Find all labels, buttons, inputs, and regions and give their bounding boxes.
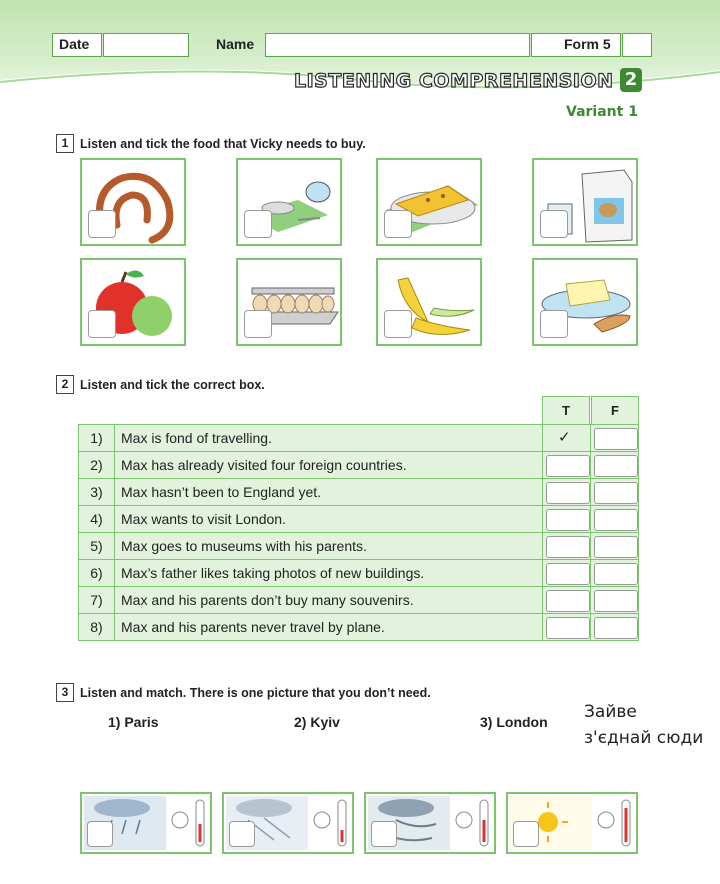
table-row [79, 452, 639, 479]
true-cell[interactable] [543, 479, 591, 506]
section2-number: 2 [56, 375, 74, 394]
statement-text: Max is fond of travelling. [115, 425, 543, 452]
form-field[interactable] [622, 33, 652, 57]
handwritten-note-line2: з'єднай сюди [584, 728, 704, 748]
answer-checkbox[interactable] [594, 509, 638, 531]
answer-checkbox[interactable] [546, 536, 590, 558]
statement-text: Max goes to museums with his parents. [115, 533, 543, 560]
tick-box[interactable] [88, 310, 116, 338]
weather-picture-snow[interactable] [222, 792, 354, 854]
date-label: Date [59, 36, 90, 52]
apples-picture[interactable] [80, 258, 186, 346]
true-cell[interactable] [543, 506, 591, 533]
true-cell[interactable] [543, 560, 591, 587]
answer-checkbox[interactable] [594, 428, 638, 450]
statement-text: Max hasn’t been to England yet. [115, 479, 543, 506]
weather-picture-rain[interactable] [80, 792, 212, 854]
weather-picture-sunny[interactable] [506, 792, 638, 854]
tick-box[interactable] [384, 210, 412, 238]
false-cell[interactable] [591, 587, 639, 614]
true-cell[interactable] [543, 425, 591, 452]
true-cell[interactable] [543, 452, 591, 479]
page-title: LISTENING COMPREHENSION [294, 70, 614, 92]
true-cell[interactable] [543, 533, 591, 560]
row-number: 2) [79, 452, 115, 479]
false-cell[interactable] [591, 614, 639, 641]
table-row [79, 587, 639, 614]
row-number: 1) [79, 425, 115, 452]
table-row [79, 425, 639, 452]
date-field[interactable] [103, 33, 189, 57]
statement-text: Max’s father likes taking photos of new buildings. [115, 560, 543, 587]
table-row [79, 560, 639, 587]
false-cell[interactable] [591, 506, 639, 533]
tick-box[interactable] [513, 821, 539, 847]
row-number: 5) [79, 533, 115, 560]
true-false-table [78, 424, 639, 641]
answer-checkbox[interactable] [594, 482, 638, 504]
answer-checkbox[interactable] [546, 590, 590, 612]
row-number: 7) [79, 587, 115, 614]
answer-checkbox[interactable] [546, 563, 590, 585]
tick-box[interactable] [540, 310, 568, 338]
omelette-picture[interactable] [376, 158, 482, 246]
answer-checkbox[interactable] [546, 455, 590, 477]
section2-instruction: Listen and tick the correct box. [80, 378, 265, 392]
butter-picture[interactable] [532, 258, 638, 346]
answer-checkbox[interactable] [594, 455, 638, 477]
answer-checkbox[interactable] [594, 590, 638, 612]
true-cell[interactable] [543, 614, 591, 641]
false-cell[interactable] [591, 425, 639, 452]
tick-box[interactable] [88, 210, 116, 238]
answer-checkbox[interactable] [594, 536, 638, 558]
tick-box[interactable] [244, 310, 272, 338]
milk-picture[interactable] [532, 158, 638, 246]
tick-box[interactable] [540, 210, 568, 238]
variant-label: Variant 1 [566, 104, 638, 120]
column-false-header: F [591, 396, 639, 424]
statement-text: Max and his parents don’t buy many souvenirs. [115, 587, 543, 614]
statement-text: Max has already visited four foreign countries. [115, 452, 543, 479]
statement-text: Max and his parents never travel by plane. [115, 614, 543, 641]
true-cell[interactable] [543, 587, 591, 614]
section1-instruction: Listen and tick the food that Vicky needs to buy. [80, 137, 366, 151]
sugar-picture[interactable] [236, 158, 342, 246]
handwritten-note-line1: Зайве [584, 702, 637, 722]
column-true-header: T [542, 396, 590, 424]
false-cell[interactable] [591, 479, 639, 506]
bananas-picture[interactable] [376, 258, 482, 346]
form-label: Form 5 [564, 36, 611, 52]
sausages-picture[interactable] [80, 158, 186, 246]
name-field[interactable] [265, 33, 530, 57]
table-row [79, 614, 639, 641]
tick-box[interactable] [371, 821, 397, 847]
table-row [79, 533, 639, 560]
tick-box[interactable] [229, 821, 255, 847]
section1-number: 1 [56, 134, 74, 153]
title-number: 2 [620, 68, 642, 92]
tick-box[interactable] [244, 210, 272, 238]
checkmark-icon: ✓ [558, 429, 571, 446]
answer-checkbox[interactable] [546, 617, 590, 639]
false-cell[interactable] [591, 533, 639, 560]
row-number: 8) [79, 614, 115, 641]
row-number: 3) [79, 479, 115, 506]
tick-box[interactable] [87, 821, 113, 847]
answer-checkbox[interactable] [594, 563, 638, 585]
answer-checkbox[interactable] [594, 617, 638, 639]
false-cell[interactable] [591, 560, 639, 587]
city-kyiv: 2) Kyiv [294, 714, 340, 730]
section3-instruction: Listen and match. There is one picture that you don’t need. [80, 686, 431, 700]
false-cell[interactable] [591, 452, 639, 479]
eggs-picture[interactable] [236, 258, 342, 346]
row-number: 4) [79, 506, 115, 533]
section3-number: 3 [56, 683, 74, 702]
answer-checkbox[interactable] [546, 482, 590, 504]
tick-box[interactable] [384, 310, 412, 338]
table-row [79, 479, 639, 506]
city-paris: 1) Paris [108, 714, 159, 730]
table-row [79, 506, 639, 533]
city-london: 3) London [480, 714, 548, 730]
weather-picture-storm[interactable] [364, 792, 496, 854]
row-number: 6) [79, 560, 115, 587]
statement-text: Max wants to visit London. [115, 506, 543, 533]
answer-checkbox[interactable] [546, 509, 590, 531]
name-label: Name [216, 36, 255, 52]
